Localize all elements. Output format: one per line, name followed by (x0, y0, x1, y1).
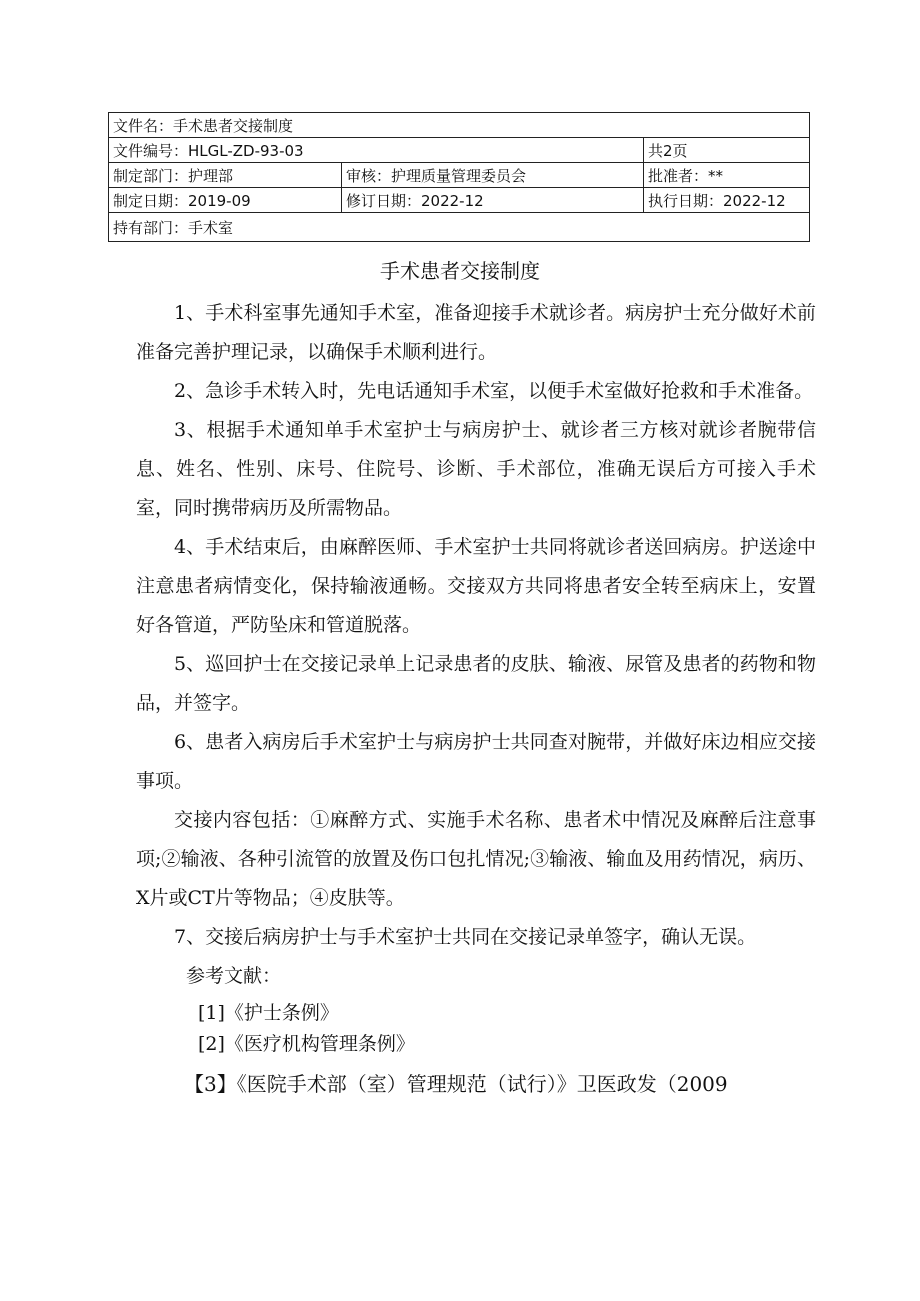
reference-item-2: [2]《医疗机构管理条例》 (198, 1033, 415, 1055)
references-heading: 参考文献： (186, 965, 282, 987)
handover-content-paragraph: 交接内容包括：①麻醉方式、实施手术名称、患者术中情况及麻醉后注意事项;②输液、各种引流管的放置及伤口包扎情况;③输液、输血及用药情况，病历、X片或CT片等物品；④皮肤等。 (136, 809, 816, 909)
document-header-table (108, 112, 810, 242)
reference-item-3: 【3】《医院手术部（室）管理规范（试行）》卫医政发（2009 (184, 1072, 728, 1096)
approver-cell: 批准者：** (644, 163, 810, 188)
paragraph-2: 2、急诊手术转入时，先电话通知手术室，以便手术室做好抢救和手术准备。 (174, 380, 814, 402)
paragraph-5: 5、巡回护士在交接记录单上记录患者的皮肤、输液、尿管及患者的药物和物品，并签字。 (136, 653, 816, 714)
paragraph-6: 6、患者入病房后手术室护士与病房护士共同查对腕带，并做好床边相应交接事项。 (136, 731, 816, 792)
dept-cell: 制定部门：护理部 (109, 163, 342, 188)
paragraph-4: 4、手术结束后，由麻醉医师、手术室护士共同将就诊者送回病房。护送途中注意患者病情变化，保持输液通畅。交接双方共同将患者安全转至病床上，安置好各管道，严防坠床和管道脱落。 (136, 536, 816, 636)
reference-item-1: [1]《护士条例》 (198, 1002, 339, 1024)
page-total-cell: 共2页 (644, 138, 810, 163)
paragraph-1: 1、手术科室事先通知手术室，准备迎接手术就诊者。病房护士充分做好术前准备完善护理记录，以确保手术顺利进行。 (136, 302, 816, 363)
paragraph-7: 7、交接后病房护士与手术室护士共同在交接记录单签字，确认无误。 (174, 926, 757, 948)
holder-cell: 持有部门：手术室 (109, 213, 810, 242)
document-body (136, 294, 816, 1104)
revised-date-cell: 修订日期：2022-12 (342, 188, 644, 213)
paragraph-3: 3、根据手术通知单手术室护士与病房护士、就诊者三方核对就诊者腕带信息、姓名、性别、床号、住院号、诊断、手术部位，准确无误后方可接入手术室，同时携带病历及所需物品。 (136, 419, 816, 519)
exec-date-cell: 执行日期：2022-12 (644, 188, 810, 213)
reviewer-cell: 审核：护理质量管理委员会 (342, 163, 644, 188)
made-date-cell: 制定日期：2019-09 (109, 188, 342, 213)
file-name-cell: 文件名：手术患者交接制度 (109, 113, 810, 138)
document-title: 手术患者交接制度 (380, 259, 540, 283)
file-number-cell: 文件编号：HLGL-ZD-93-03 (109, 138, 644, 163)
